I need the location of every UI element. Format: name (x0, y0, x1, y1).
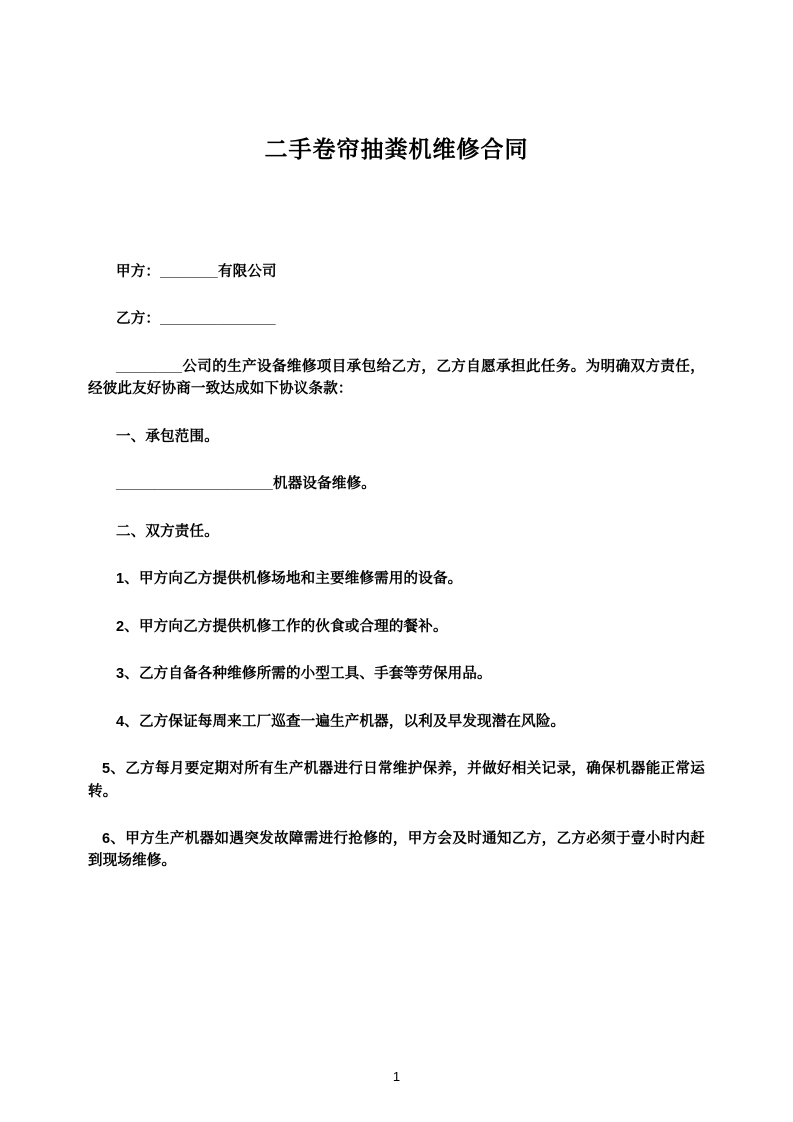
paragraph-clause-2-item-4: 4、乙方保证每周来工厂巡查一遍生产机器，以利及早发现潜在风险。 (116, 713, 566, 730)
paragraph-clause-2-item-5: 5、乙方每月要定期对所有生产机器进行日常维护保养，并做好相关记录，确保机器能正常运转。 (88, 761, 705, 800)
paragraph-clause-2-item-1: 1、甲方向乙方提供机修场地和主要维修需用的设备。 (116, 571, 463, 588)
paragraph-preamble: ________公司的生产设备维修项目承包给乙方，乙方自愿承担此任务。为明确双方责任，经彼此友好协商一致达成如下协议条款： (88, 358, 705, 398)
document-body (88, 165, 705, 873)
paragraph-party-b: 乙方：______________ (116, 311, 276, 328)
paragraph-clause-2-item-3: 3、乙方自备各种维修所需的小型工具、手套等劳保用品。 (116, 666, 492, 683)
paragraph-clause-1-body: ___________________机器设备维修。 (116, 476, 376, 493)
page-title: 二手卷帘抽粪机维修合同 (264, 136, 529, 162)
paragraph-clause-2-item-2: 2、甲方向乙方提供机修工作的伙食或合理的餐补。 (116, 618, 448, 635)
paragraph-clause-2-item-6: 6、甲方生产机器如遇突发故障需进行抢修的，甲方会及时通知乙方，乙方必须于壹小时内赶到现场维修。 (88, 830, 705, 870)
paragraph-clause-2-heading: 二、双方责任。 (116, 523, 219, 540)
paragraph-party-a: 甲方：_______有限公司 (116, 263, 277, 280)
paragraph-clause-1-heading: 一、承包范围。 (116, 428, 219, 445)
page-number: 1 (392, 1069, 401, 1084)
